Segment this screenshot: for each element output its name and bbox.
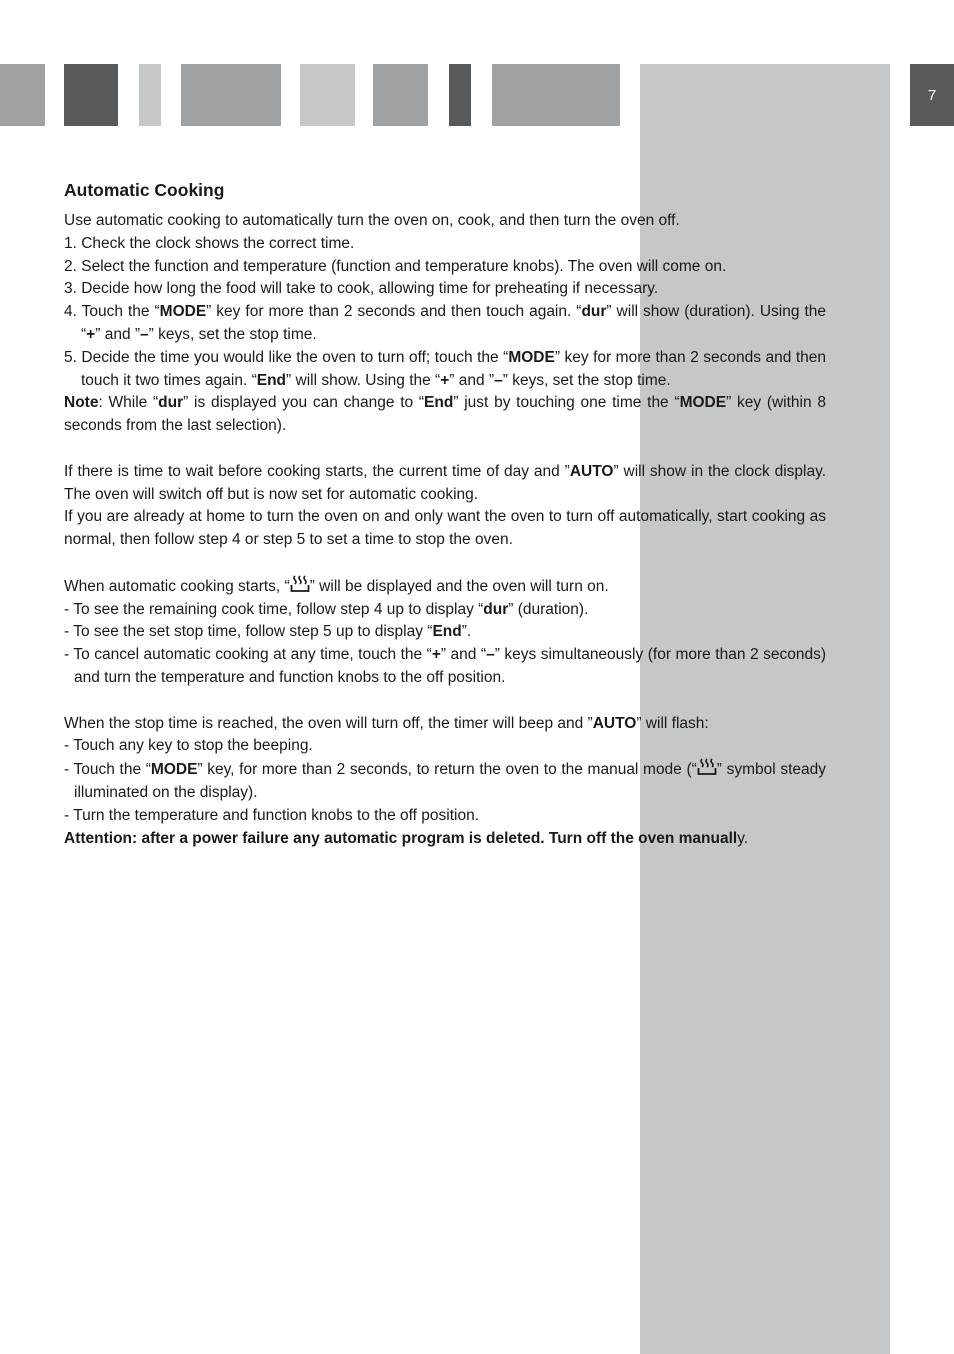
steam-cooking-icon [290, 575, 310, 593]
step-3: 3. Decide how long the food will take to cook, allowing time for preheating if necessary. [64, 280, 659, 298]
section-title: Automatic Cooking [64, 180, 225, 200]
header-block [181, 64, 281, 126]
bullet-cancel: - To cancel automatic cooking at any time, touch the “+” and “–” keys simultaneously (for more than 2 seconds) and turn the temperature and function knobs to the off position. [64, 646, 826, 686]
attention-warning: Attention: after a power failure any automatic program is deleted. Turn off the oven manually. [64, 829, 749, 847]
plus-key-label: + [440, 371, 450, 389]
bullet-stop-beeping: - Touch any key to stop the beeping. [64, 737, 313, 755]
step-2: 2. Select the function and temperature (function and temperature knobs). The oven will come on. [64, 257, 727, 275]
minus-key-label: – [140, 325, 149, 343]
end-label: End [256, 371, 287, 389]
minus-key-label: – [494, 371, 503, 389]
step-4: 4. Touch the “MODE” key for more than 2 seconds and then touch again. “dur” will show (duration). Using the “+” and ”–” keys, set the stop time. [64, 303, 826, 343]
steam-cooking-icon [697, 758, 717, 776]
step-1: 1. Check the clock shows the correct time. [64, 234, 355, 252]
wait-paragraph: If there is time to wait before cooking starts, the current time of day and ”AUTO” will show in the clock display. The oven will switch off but is now set for automatic cooking. [64, 462, 826, 503]
bullet-stop-time: - To see the set stop time, follow step 5 up to display “End”. [64, 623, 472, 641]
step-5: 5. Decide the time you would like the oven to turn off; touch the “MODE” key for more than 2 seconds and then touch it two times again. “End” will show. Using the “+” and ”–” keys, set the stop time. [64, 348, 826, 389]
plus-key-label: + [86, 325, 96, 343]
header-block [373, 64, 428, 126]
dur-label: dur [581, 303, 607, 321]
header-block [64, 64, 118, 126]
bullet-manual-mode: - Touch the “MODE” key, for more than 2 seconds, to return the oven to the manual mode (“ ” symbol steady illuminated on the display). [64, 758, 826, 805]
note: Note: While “dur” is displayed you can change to “End” just by touching one time the “MODE” key (within 8 seconds from the last selection). [64, 394, 826, 435]
mode-key-label: MODE [159, 303, 207, 321]
home-paragraph: If you are already at home to turn the oven on and only want the oven to turn off automatically, start cooking as normal, then follow step 4 or step 5 to set a time to stop the oven. [64, 508, 826, 549]
bullet-remaining-time: - To see the remaining cook time, follow step 4 up to display “dur” (duration). [64, 600, 589, 618]
auto-label: AUTO [569, 462, 614, 480]
main-content [64, 176, 826, 850]
header-block [449, 64, 471, 126]
header-block [300, 64, 355, 126]
intro-text: Use automatic cooking to automatically turn the oven on, cook, and then turn the oven off. [64, 212, 680, 229]
page-number: 7 [910, 64, 954, 126]
header-block [139, 64, 161, 126]
mode-key-label: MODE [508, 348, 555, 366]
bullet-knobs-off: - Turn the temperature and function knobs to the off position. [64, 806, 480, 824]
header-block [492, 64, 620, 126]
starts-paragraph: When automatic cooking starts, “ ” will be displayed and the oven will turn on. [64, 575, 826, 599]
note-label: Note [64, 394, 99, 412]
stop-reached-paragraph: When the stop time is reached, the oven will turn off, the timer will beep and ”AUTO” will flash: [64, 714, 709, 732]
auto-label: AUTO [592, 714, 637, 732]
header-block [0, 64, 45, 126]
